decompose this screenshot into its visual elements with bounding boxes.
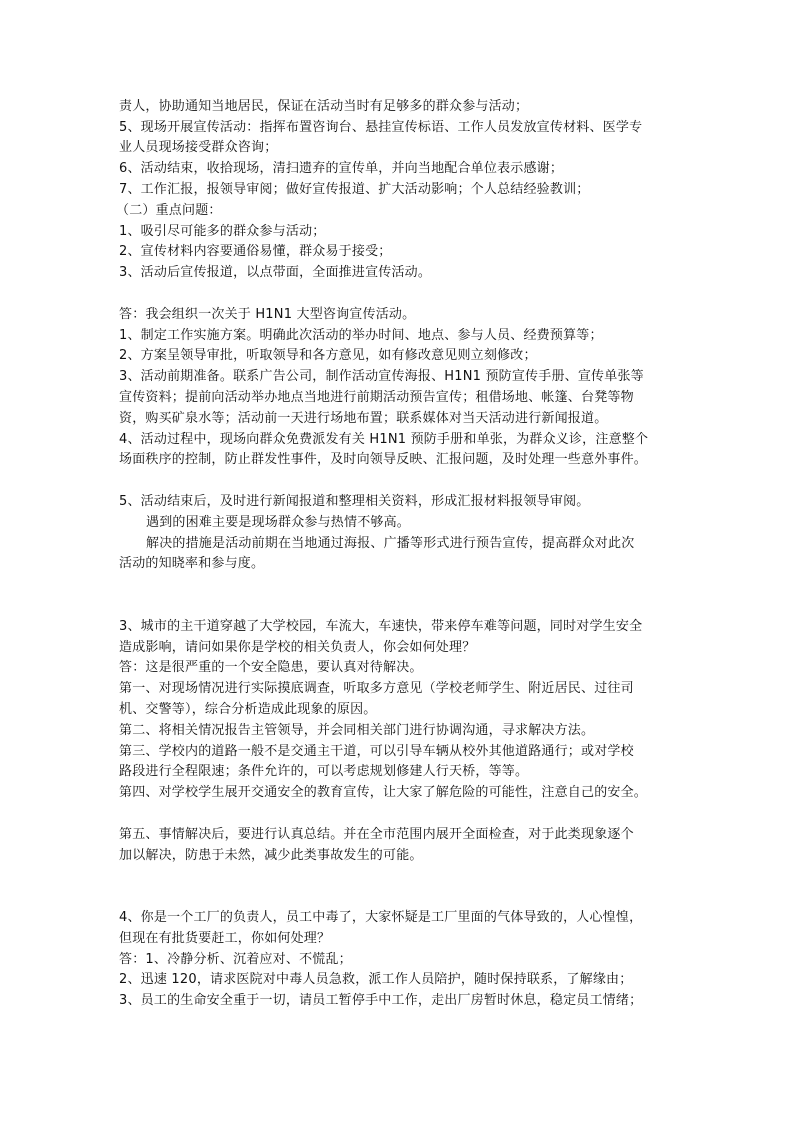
text-line: 第四、对学校学生展开交通安全的教育宣传，让大家了解危险的可能性，注意自己的安全。: [119, 785, 648, 800]
text-line: 责人，协助通知当地居民，保证在活动当时有足够多的群众参与活动；: [119, 99, 529, 114]
question-line: 但现在有批货要赶工，你如何处理？: [119, 931, 331, 946]
text-line: 路段进行全程限速；条件允许的，可以考虑规划修建人行天桥，等等。: [119, 764, 529, 779]
text-line: 3、活动后宣传报道，以点带面，全面推进宣传活动。: [119, 265, 432, 280]
text-line: 遇到的困难主要是现场群众参与热情不够高。: [146, 515, 411, 530]
text-line: 加以解决，防患于未然，减少此类事故发生的可能。: [119, 848, 423, 863]
text-line: 答：这是很严重的一个安全隐患，要认真对待解决。: [119, 660, 423, 675]
text-line: 1、制定工作实施方案。明确此次活动的举办时间、地点、参与人员、经费预算等；: [119, 328, 603, 343]
text-line: 第五、事情解决后，要进行认真总结。并在全市范围内展开全面检查，对于此类现象逐个: [119, 827, 634, 842]
question-line: 3、城市的主干道穿越了大学校园，车流大，车速快，带来停车难等问题，同时对学生安全: [119, 619, 643, 634]
question-line: 造成影响，请问如果你是学校的相关负责人，你会如何处理？: [119, 640, 476, 655]
text-line: 7、工作汇报，报领导审阅；做好宣传报道、扩大活动影响；个人总结经验教训；: [119, 182, 590, 197]
text-line: 第一、对现场情况进行实际摸底调查，听取多方意见（学校老师学生、附近居民、过往司: [119, 681, 634, 696]
text-line: 4、活动过程中，现场向群众免费派发有关 H1N1 预防手册和单张，为群众义诊，注意整个: [119, 432, 649, 447]
section-heading: （二）重点问题：: [116, 203, 222, 218]
text-line: 宣传资料；提前向活动举办地点当地进行前期活动预告宣传；租借场地、帐篷、台凳等物: [119, 390, 634, 405]
text-line: 2、方案呈领导审批，听取领导和各方意见，如有修改意见则立刻修改；: [119, 348, 537, 363]
text-line: 3、活动前期准备。联系广告公司，制作活动宣传海报、H1N1 预防宣传手册、宣传单张等: [119, 369, 644, 384]
text-line: 资，购买矿泉水等；活动前一天进行场地布置；联系媒体对当天活动进行新闻报道。: [119, 411, 608, 426]
text-line: 机、交警等），综合分析造成此现象的原因。: [119, 702, 377, 717]
text-line: 2、迅速 120，请求医院对中毒人员急救，派工作人员陪护，随时保持联系，了解缘由；: [119, 972, 633, 987]
text-line: 1、吸引尽可能多的群众参与活动；: [119, 224, 326, 239]
text-line: 答：我会组织一次关于 H1N1 大型咨询宣传活动。: [119, 307, 416, 322]
text-line: 活动的知晓率和参与度。: [119, 556, 265, 571]
text-line: 场面秩序的控制，防止群发性事件，及时向领导反映、汇报问题，及时处理一些意外事件。: [119, 452, 648, 467]
text-line: 6、活动结束，收拾现场，清扫遗弃的宣传单，并向当地配合单位表示感谢；: [119, 161, 564, 176]
text-line: 2、宣传材料内容要通俗易懂，群众易于接受；: [119, 244, 392, 259]
text-line: 解决的措施是活动前期在当地通过海报、广播等形式进行预告宣传，提高群众对此次: [146, 536, 635, 551]
question-line: 4、你是一个工厂的负责人，员工中毒了，大家怀疑是工厂里面的气体导致的，人心惶惶，: [119, 910, 643, 925]
text-line: 第二、将相关情况报告主管领导，并会同相关部门进行协调沟通，寻求解决方法。: [119, 723, 595, 738]
text-line: 答：1、冷静分析、沉着应对、不慌乱；: [119, 952, 352, 967]
text-line: 3、员工的生命安全重于一切，请员工暂停手中工作，走出厂房暂时休息，稳定员工情绪；: [119, 993, 643, 1008]
text-line: 业人员现场接受群众咨询；: [119, 140, 278, 155]
text-line: 第三、学校内的道路一般不是交通主干道，可以引导车辆从校外其他道路通行；或对学校: [119, 744, 634, 759]
text-line: 5、现场开展宣传活动：指挥布置咨询台、悬挂宣传标语、工作人员发放宣传材料、医学专: [119, 120, 643, 135]
text-line: 5、活动结束后，及时进行新闻报道和整理相关资料，形成汇报材料报领导审阅。: [119, 494, 590, 509]
